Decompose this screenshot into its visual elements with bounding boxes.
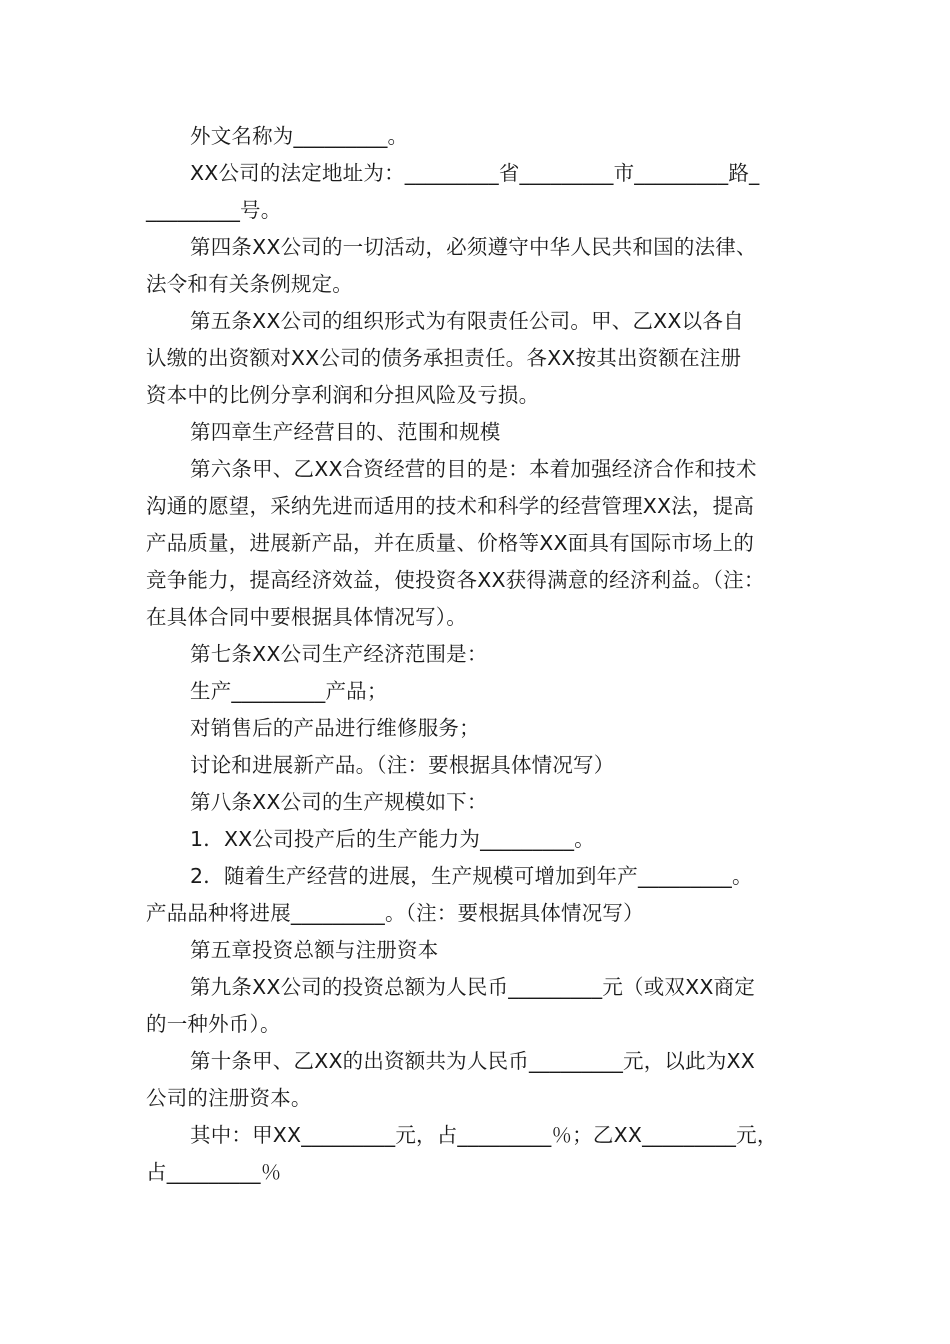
text-line: 第四章生产经营目的、范围和规模 <box>190 420 501 444</box>
text-line: 对销售后的产品进行维修服务； <box>190 716 480 740</box>
text-line: 1．XX公司投产后的生产能力为_________。 <box>190 827 595 851</box>
text-line: 讨论和进展新产品。（注：要根据具体情况写） <box>190 753 615 777</box>
text-line: 产品品种将进展_________。（注：要根据具体情况写） <box>146 901 644 925</box>
text-line: 外文名称为_________。 <box>190 124 409 148</box>
text-line: 竞争能力，提高经济效益，使投资各XX获得满意的经济利益。（注： <box>146 568 765 592</box>
text-line: 的一种外币）。 <box>146 1012 281 1036</box>
text-line: 第五章投资总额与注册资本 <box>190 938 439 962</box>
text-line: _________号。 <box>146 198 282 222</box>
text-line: 第十条甲、乙XX的出资额共为人民币_________元，以此为XX <box>190 1049 756 1073</box>
text-line: 第五条XX公司的组织形式为有限责任公司。甲、乙XX以各自 <box>190 309 744 333</box>
text-line: 占_________％ <box>146 1160 282 1184</box>
text-line: 在具体合同中要根据具体情况写）。 <box>146 605 467 629</box>
text-line: 其中：甲XX_________元，占_________％；乙XX_________元， <box>190 1123 778 1147</box>
text-line: 公司的注册资本。 <box>146 1086 312 1110</box>
text-line: 2．随着生产经营的进展，生产规模可增加到年产_________。 <box>190 864 753 888</box>
text-line: 第九条XX公司的投资总额为人民币_________元（或双XX商定 <box>190 975 756 999</box>
text-line: 产品质量，进展新产品，并在质量、价格等XX面具有国际市场上的 <box>146 531 755 555</box>
text-line: 第六条甲、乙XX合资经营的目的是：本着加强经济合作和技术 <box>190 457 757 481</box>
text-line: 第七条XX公司生产经济范围是： <box>190 642 488 666</box>
text-line: 沟通的愿望，采纳先进而适用的技术和科学的经营管理XX法，提高 <box>146 494 755 518</box>
text-line: 生产_________产品； <box>190 679 388 703</box>
text-line: 第八条XX公司的生产规模如下： <box>190 790 488 814</box>
document-page <box>146 118 826 1191</box>
text-line: 认缴的出资额对XX公司的债务承担责任。各XX按其出资额在注册 <box>146 346 742 370</box>
text-line: 资本中的比例分享利润和分担风险及亏损。 <box>146 383 540 407</box>
text-line: 法令和有关条例规定。 <box>146 272 353 296</box>
text-line: XX公司的法定地址为：_________省_________市_________路_ <box>190 161 760 185</box>
text-line: 第四条XX公司的一切活动，必须遵守中华人民共和国的法律、 <box>190 235 757 259</box>
